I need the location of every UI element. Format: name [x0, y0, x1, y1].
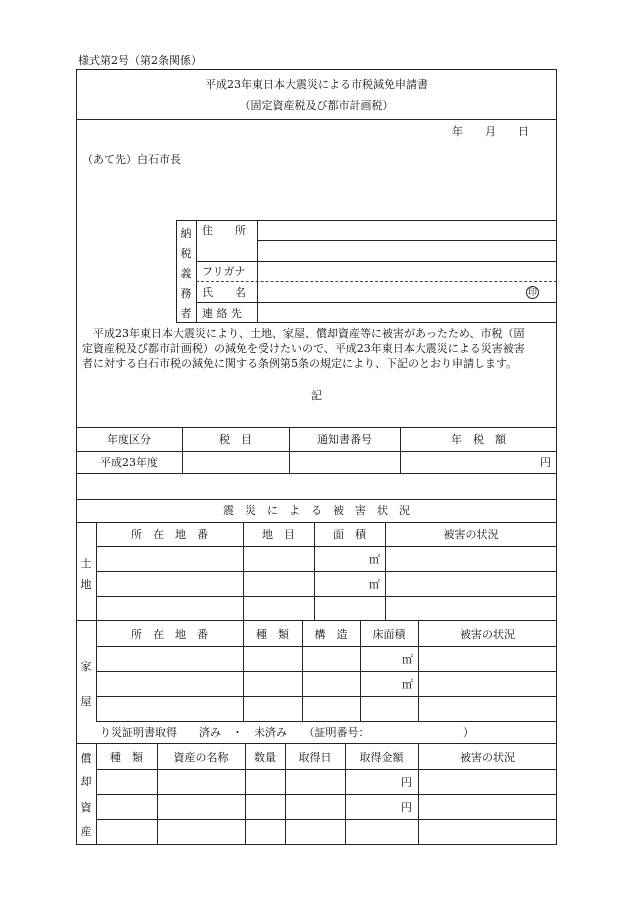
house-header-structure: 構 造: [314, 628, 348, 641]
area-unit: ㎡: [402, 653, 413, 666]
asset-header-quantity: 数量: [254, 751, 276, 764]
depreciable-label: 産: [80, 825, 92, 838]
land-header-category: 地 目: [262, 528, 295, 541]
area-unit: ㎡: [369, 578, 380, 591]
contact-input[interactable]: [258, 303, 556, 322]
house-header-type: 種 類: [256, 628, 289, 641]
form-subtitle: （固定資産税及び都市計画税）: [239, 99, 394, 112]
date-field[interactable]: 年 月 日: [452, 125, 529, 138]
furigana-input[interactable]: [258, 262, 556, 280]
asset-header-acquired-date: 取得日: [298, 751, 332, 764]
address-label: 住 所: [202, 224, 246, 237]
year-value: 平成23年度: [100, 456, 158, 469]
land-header-damage: 被害の状況: [443, 528, 499, 541]
tax-item-input[interactable]: [183, 452, 288, 472]
name-input[interactable]: [258, 282, 518, 301]
taxpayer-side-label: 納税義務者: [180, 227, 192, 320]
contact-label: 連 絡 先: [202, 307, 242, 320]
house-header-damage: 被害の状況: [460, 628, 515, 641]
disaster-certificate-line: り災証明書取得 済み ・ 未済み （証明番号： ）: [100, 726, 474, 739]
seal-mark: 印: [527, 288, 537, 298]
name-label: 氏 名: [202, 286, 246, 299]
land-label: 土: [80, 557, 92, 570]
depreciable-label: 償: [80, 752, 92, 765]
area-unit: ㎡: [402, 678, 413, 691]
asset-header-name: 資産の名称: [173, 751, 229, 764]
yen-unit: 円: [540, 456, 551, 469]
yen-unit: 円: [401, 776, 412, 789]
address-input[interactable]: [258, 221, 556, 260]
notice-number-input[interactable]: [290, 452, 399, 472]
house-label: 屋: [80, 695, 92, 708]
divider: [76, 119, 557, 120]
application-statement: [82, 326, 554, 371]
addressee: （あて先）白石市長: [82, 153, 181, 166]
house-label: 家: [80, 660, 92, 673]
depreciable-label: 資: [80, 801, 92, 814]
statement-line: 定資産税及び都市計画税）の減免を受けたいので、平成23年東日本大震災による災害被害: [82, 342, 525, 355]
depreciable-label: 却: [80, 775, 92, 788]
ki-label: 記: [311, 389, 322, 402]
house-header-floor-area: 床面積: [372, 628, 406, 641]
asset-header-acquisition-cost: 取得金額: [359, 751, 404, 764]
damage-section-title: 震 災 に よ る 被 害 状 況: [223, 504, 410, 517]
land-header-location: 所 在 地 番: [131, 528, 208, 541]
area-unit: ㎡: [369, 553, 380, 566]
form-number: 様式第2号（第2条関係）: [78, 54, 202, 67]
land-header-area: 面 積: [333, 528, 366, 541]
asset-header-damage: 被害の状況: [460, 751, 515, 764]
furigana-label: フリガナ: [202, 265, 246, 278]
header-notice-number: 通知書番号: [317, 433, 372, 446]
house-header-location: 所 在 地 番: [131, 628, 208, 641]
form-title: 平成23年東日本大震災による市税減免申請書: [205, 78, 428, 91]
statement-line: 者に対する白石市税の減免に関する条例第5条の規定により、下記のとおり申請します。: [82, 357, 518, 370]
asset-header-type: 種 類: [110, 751, 143, 764]
header-tax-item: 税 目: [219, 433, 252, 446]
land-label: 地: [80, 578, 92, 591]
header-year-category: 年度区分: [107, 433, 151, 446]
yen-unit: 円: [401, 801, 412, 814]
header-annual-tax: 年 税 額: [451, 433, 506, 446]
statement-line: 平成23年東日本大震災により、土地、家屋、償却資産等に被害があったため、市税（固: [82, 327, 525, 340]
